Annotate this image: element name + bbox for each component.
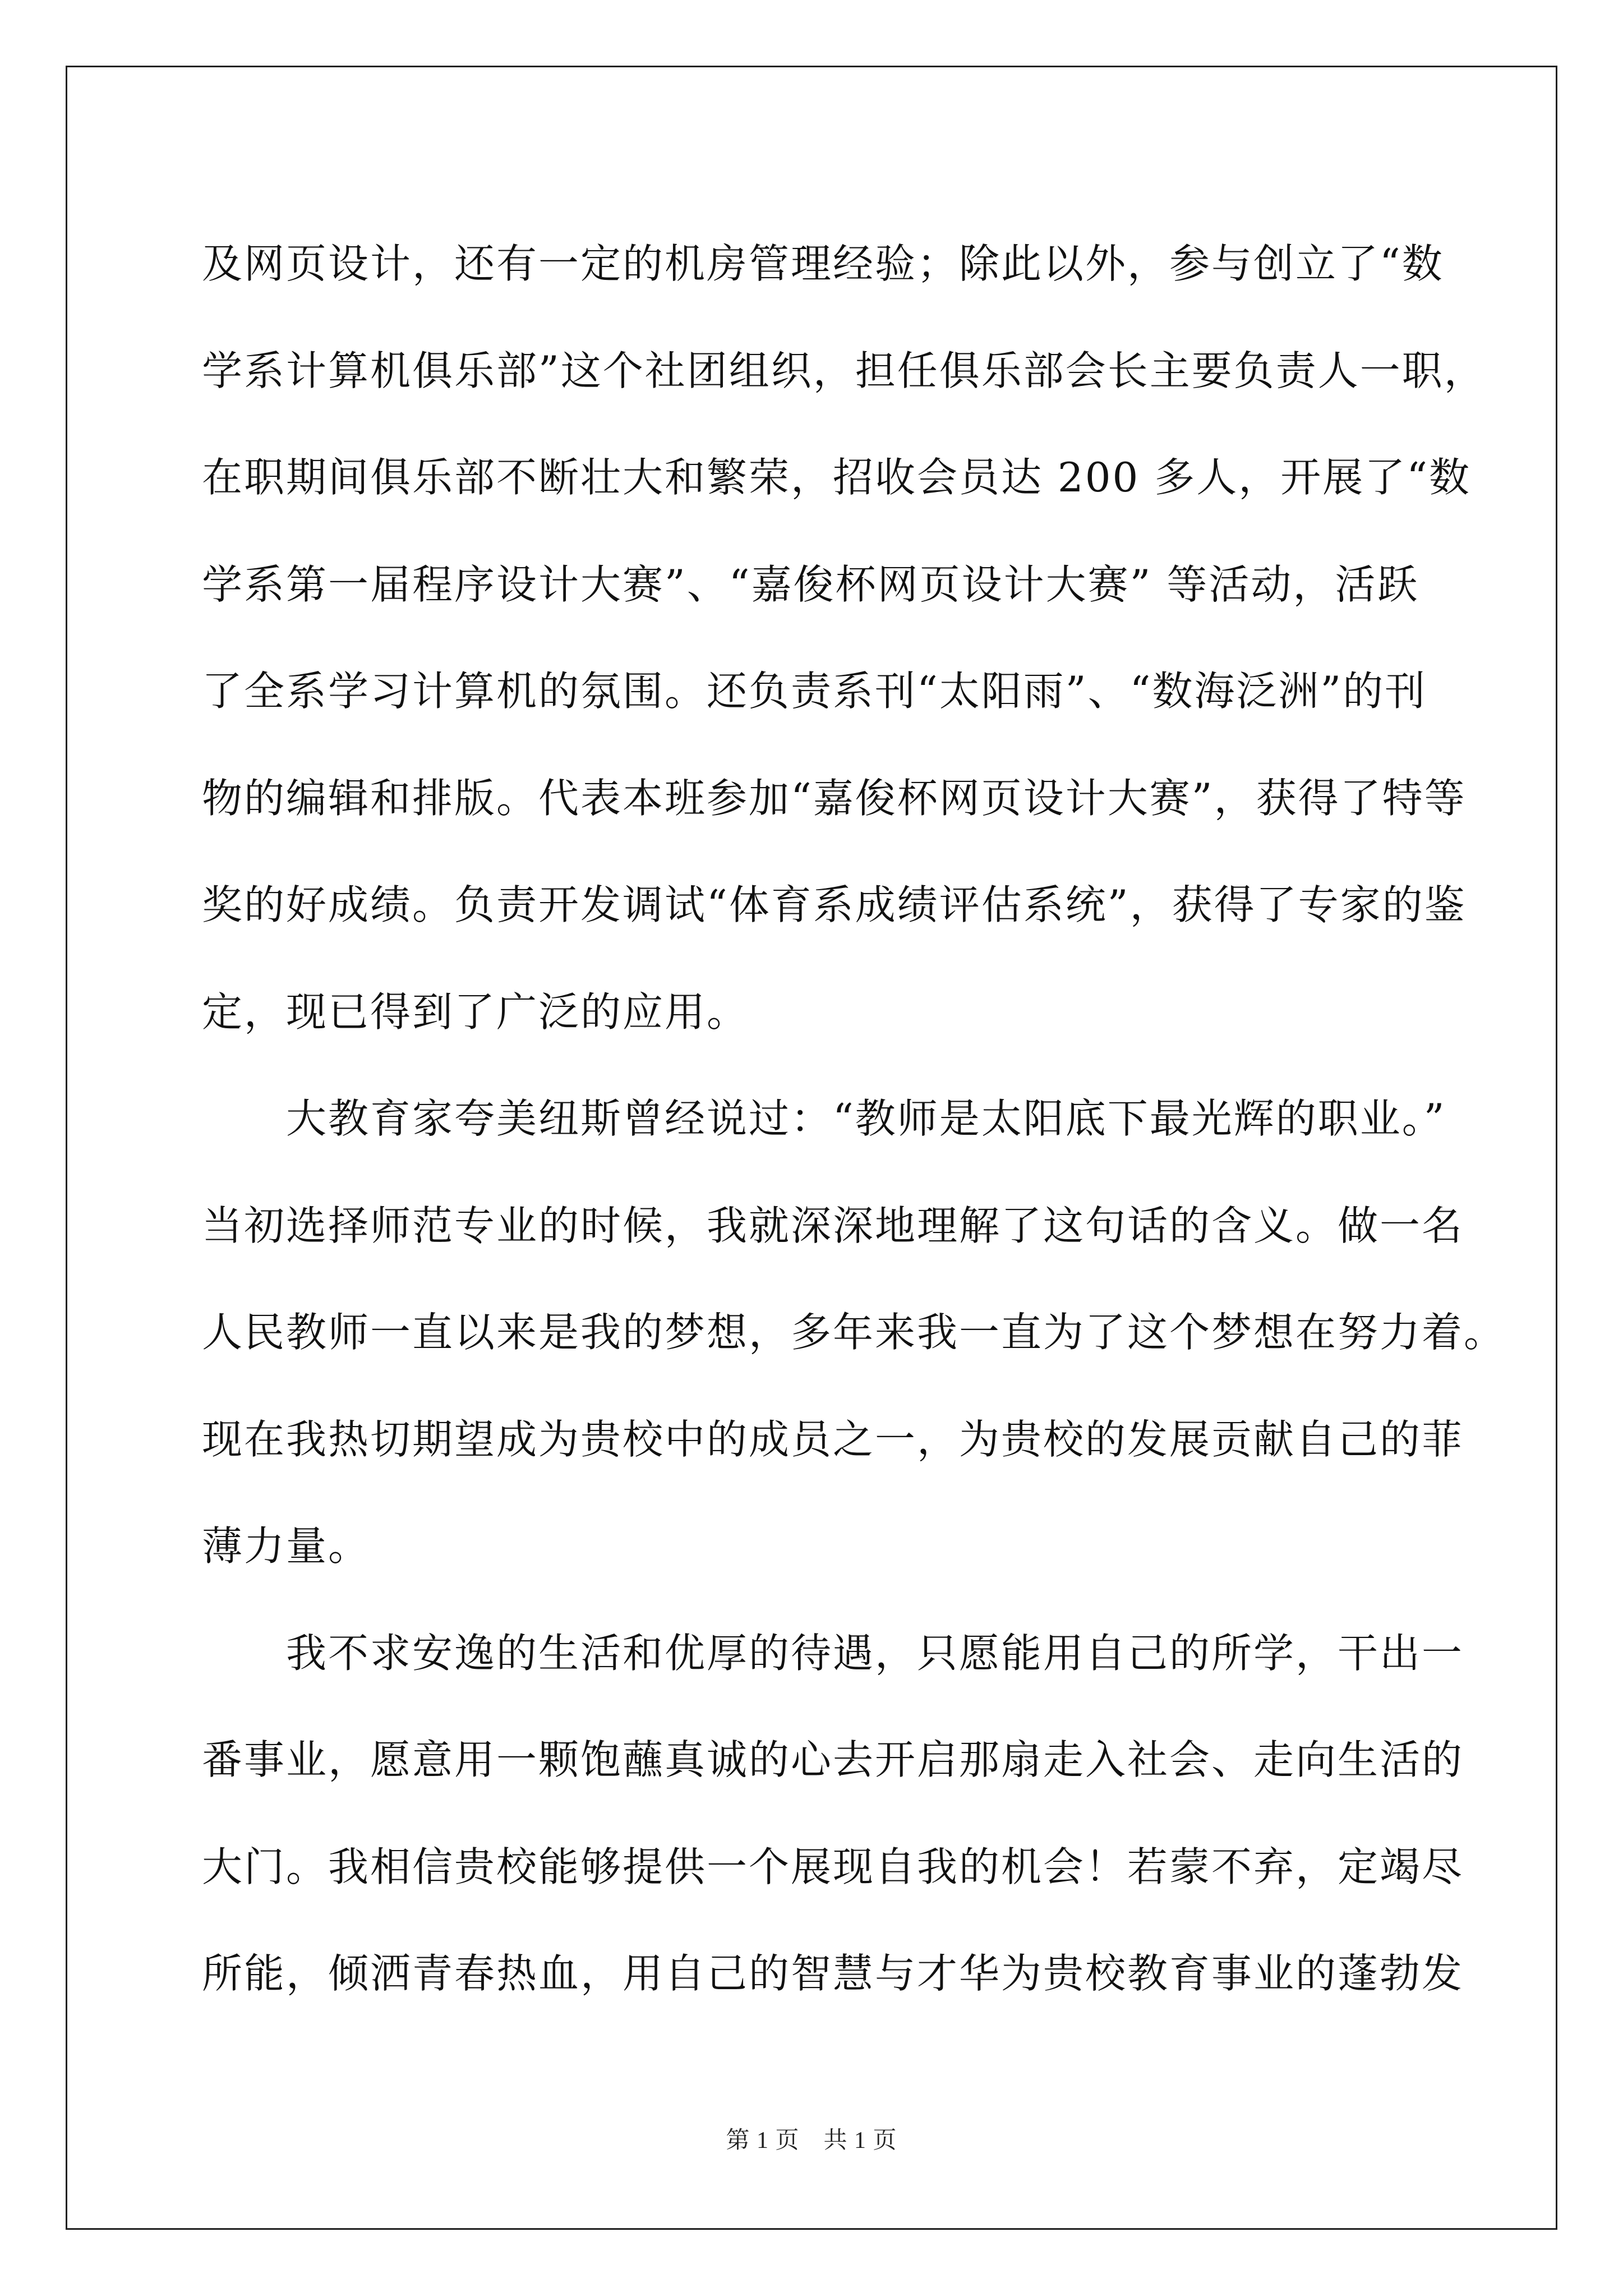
text-line: 了全系学习计算机的氛围。还负责系刊“太阳雨”、“数海泛洲”的刊 <box>202 668 1427 715</box>
text-line: 及网页设计，还有一定的机房管理经验；除此以外，参与创立了“数 <box>202 240 1444 287</box>
page-number-footer: 第 1 页 共 1 页 <box>726 2128 897 2154</box>
text-line: 在职期间俱乐部不断壮大和繁荣，招收会员达 200 多人，开展了“数 <box>202 454 1472 501</box>
text-line: 学系第一届程序设计大赛”、“嘉俊杯网页设计大赛” 等活动，活跃 <box>202 560 1419 608</box>
text-line: 我不求安逸的生活和优厚的待遇，只愿能用自己的所学，干出一 <box>202 1629 1464 1677</box>
text-line: 所能，倾洒青春热血，用自己的智慧与才华为贵校教育事业的蓬勃发 <box>202 1950 1464 1997</box>
text-line: 大门。我相信贵校能够提供一个展现自我的机会！若蒙不弃，定竭尽 <box>202 1843 1464 1890</box>
text-line: 薄力量。 <box>202 1522 371 1570</box>
text-line: 番事业，愿意用一颗饱蘸真诚的心去开启那扇走入社会、走向生活的 <box>202 1736 1464 1783</box>
text-line: 当初选择师范专业的时候，我就深深地理解了这句话的含义。做一名 <box>202 1202 1464 1249</box>
text-line: 现在我热切期望成为贵校中的成员之一，为贵校的发展贡献自己的菲 <box>202 1415 1464 1463</box>
text-line: 人民教师一直以来是我的梦想，多年来我一直为了这个梦想在努力着。 <box>202 1309 1506 1356</box>
text-line: 大教育家夸美纽斯曾经说过：“教师是太阳底下最光辉的职业。” <box>202 1095 1446 1142</box>
document-body <box>202 210 1506 2027</box>
text-line: 物的编辑和排版。代表本班参加“嘉俊杯网页设计大赛”，获得了特等 <box>202 774 1467 822</box>
text-line: 奖的好成绩。负责开发调试“体育系成绩评估系统”，获得了专家的鉴 <box>202 881 1467 928</box>
text-line: 定，现已得到了广泛的应用。 <box>202 988 749 1036</box>
text-line: 学系计算机俱乐部”这个社团组织，担任俱乐部会长主要负责人一职， <box>202 347 1486 394</box>
